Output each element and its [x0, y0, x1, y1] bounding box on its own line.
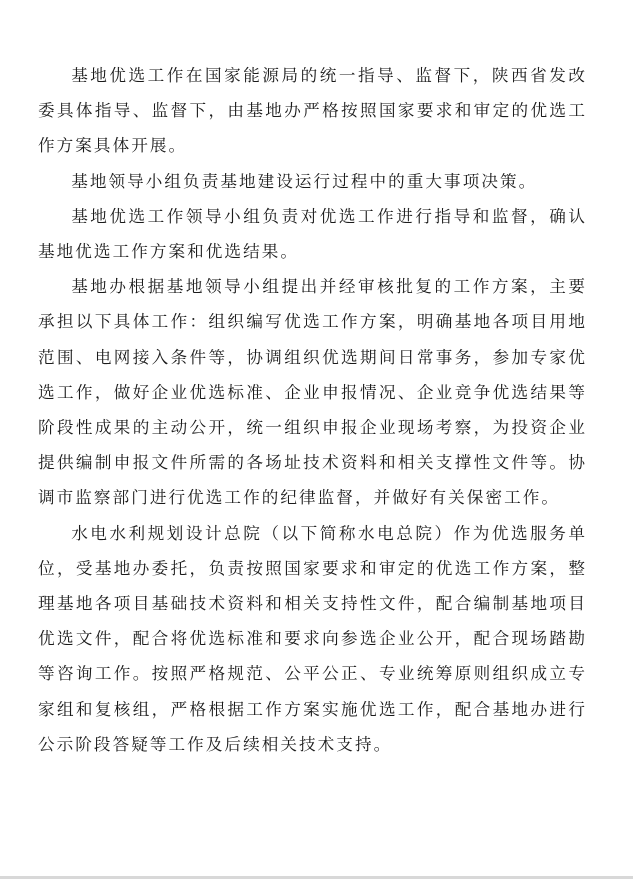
paragraph-5: 水电水利规划设计总院（以下简称水电总院）作为优选服务单位，受基地办委托，负责按照国家要求和审定的优选工作方案，整理基地各项目基础技术资料和相关支持性文件，配合编制基地项目优选文件，配合将优选标准和要求向参选企业公开，配合现场踏勘等咨询工作。按照严格规范、公平公正、专业统筹原则组织成立专家组和复核组，严格根据工作方案实施优选工作，配合基地办进行公示阶段答疑等工作及后续相关技术支持。: [38, 523, 587, 754]
paragraph-4: 基地办根据基地领导小组提出并经审核批复的工作方案，主要承担以下具体工作：组织编写优选工作方案，明确基地各项目用地范围、电网接入条件等，协调组织优选期间日常事务，参加专家优选工作，做好企业优选标准、企业申报情况、企业竞争优选结果等阶段性成果的主动公开，统一组织申报企业现场考察，为投资企业提供编制申报文件所需的各场址技术资料和相关支撑性文件等。协调市监察部门进行优选工作的纪律监督，并做好有关保密工作。: [38, 277, 587, 508]
paragraph-1: 基地优选工作在国家能源局的统一指导、监督下，陕西省发改委具体指导、监督下，由基地办严格按照国家要求和审定的优选工作方案具体开展。: [38, 66, 587, 156]
paragraph-2: 基地领导小组负责基地建设运行过程中的重大事项决策。: [71, 171, 538, 191]
paragraph-3: 基地优选工作领导小组负责对优选工作进行指导和监督，确认基地优选工作方案和优选结果。: [38, 206, 587, 262]
